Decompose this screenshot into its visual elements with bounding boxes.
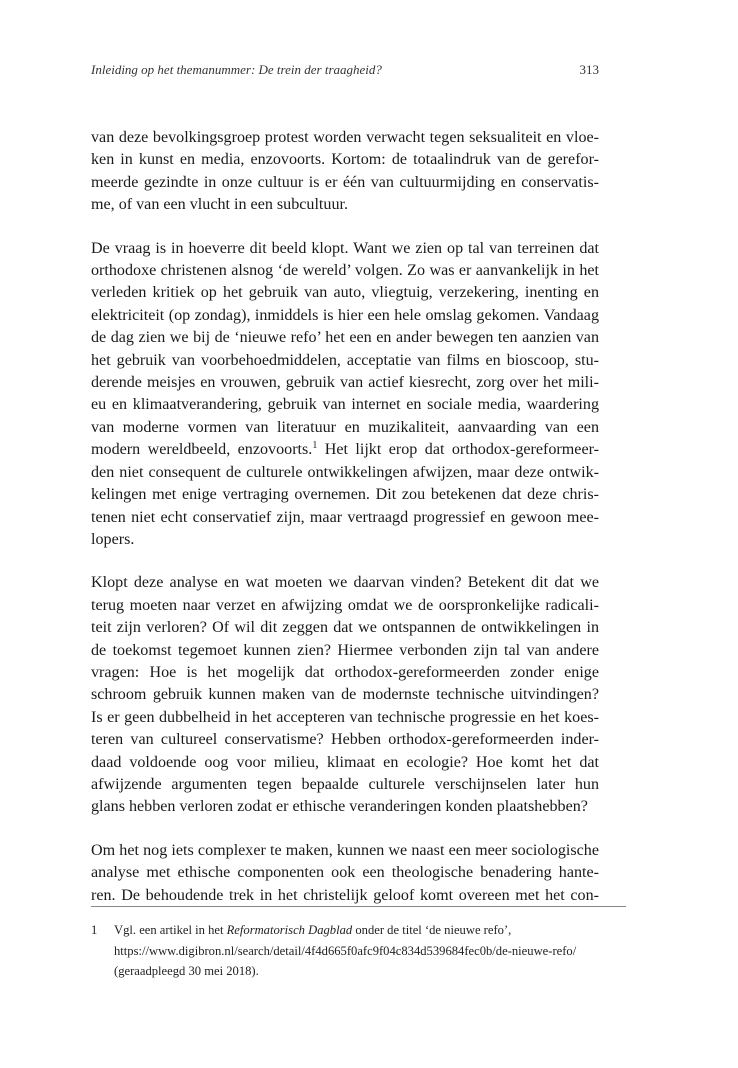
paragraph-4 — [91, 840, 599, 907]
text-line: eu en klimaatverandering, gebruik van internet en sociale media, waardering — [91, 396, 599, 414]
text-line: teit zijn verloren? Of wil dit zeggen dat we ontspannen de ontwikkelingen in — [91, 619, 599, 637]
text-line: de dag zien we bij de ‘nieuwe refo’ het een en ander bewegen ten aanzien van — [91, 329, 599, 347]
footnote-divider — [91, 906, 626, 907]
text-line: Om het nog iets complexer te maken, kunnen we naast een meer sociologische — [91, 841, 599, 859]
text-line: Is er geen dubbelheid in het accepteren van technische progressie en het koes- — [91, 708, 599, 726]
text-line: van moderne vormen van literatuur en muzikaliteit, aanvaarding van een — [91, 418, 599, 436]
text-segment: Het lijkt erop dat orthodox-gereformeer- — [317, 441, 599, 459]
footnote-number: 1 — [91, 923, 98, 937]
text-line: van deze bevolkingsgroep protest worden verwacht tegen seksualiteit en vloe- — [91, 129, 599, 146]
text-line: derende meisjes en vrouwen, gebruik van actief kiesrecht, zorg over het mili- — [91, 374, 599, 392]
text-line: schroom gebruik kunnen maken van de modernste technische uitvindingen? — [91, 686, 599, 704]
text-line: terug moeten naar verzet en afwijzing omdat we de oorspronkelijke radicali- — [91, 596, 599, 614]
text-line: verleden kritiek op het gebruik van auto, vliegtuig, verzekering, inenting en — [91, 284, 599, 302]
text-line: analyse met ethische componenten ook een theologische benadering hante- — [91, 864, 599, 882]
footnote — [91, 920, 626, 982]
footnote-url[interactable]: https://www.digibron.nl/search/detail/4f4d665f0afc9f04c834d539684fec0b/de-nieuwe-refo/ — [114, 943, 577, 958]
paragraph-1 — [91, 127, 599, 217]
text-line: elektriciteit (op zondag), inmiddels is hier een hele omslag gekomen. Vandaag — [91, 306, 599, 324]
footnote-text: Vgl. een artikel in het — [114, 923, 227, 937]
text-line: glans hebben verloren zodat er ethische veranderingen konden plaatshebben? — [91, 798, 588, 816]
footnote-body — [114, 920, 626, 982]
text-line: lopers. — [91, 530, 135, 548]
page-number: 313 — [579, 62, 599, 77]
text-line: de toekomst tegemoet kunnen zien? Hiermee verbonden zijn tal van andere — [91, 641, 599, 659]
footnote-reference[interactable]: 1 — [312, 440, 318, 452]
paragraph-2 — [91, 238, 599, 552]
running-title: Inleiding op het themanummer: De trein der traagheid? — [91, 62, 382, 77]
text-line: De vraag is in hoeverre dit beeld klopt. Want we zien op tal van terreinen dat — [91, 239, 599, 257]
running-header — [91, 62, 599, 78]
text-line: ken in kunst en media, enzovoorts. Kortom: de totaalindruk van de gerefor- — [91, 151, 599, 169]
text-line: teren van cultureel conservatisme? Hebben orthodox-gereformeerden inder- — [91, 731, 599, 749]
text-line-with-footnote — [91, 439, 599, 461]
text-line: vragen: Hoe is het mogelijk dat orthodox-gereformeerden zonder enige — [91, 663, 599, 681]
footnote-line — [114, 920, 626, 941]
body-text — [91, 127, 599, 928]
text-segment: modern wereldbeeld, enzovoorts. — [91, 441, 313, 459]
paragraph-3 — [91, 572, 599, 818]
text-line: orthodoxe christenen alsnog ‘de wereld’ volgen. Zo was er aanvankelijk in het — [91, 262, 599, 280]
text-line: me, of van een vlucht in een subcultuur. — [91, 196, 348, 214]
footnote-line: (geraadpleegd 30 mei 2018). — [114, 964, 259, 978]
text-line: den niet consequent de culturele ontwikkelingen afwijzen, maar deze ontwik- — [91, 463, 599, 481]
text-line: ren. De behoudende trek in het christelijk geloof komt overeen met het con- — [91, 886, 599, 904]
text-line: daad voldoende oog voor milieu, klimaat en ecologie? Hoe komt het dat — [91, 753, 599, 771]
text-line: het gebruik van voorbehoedmiddelen, acceptatie van films en bioscoop, stu- — [91, 351, 599, 369]
text-line: kelingen met enige vertraging overnemen. Dit zou betekenen dat deze chris- — [91, 486, 599, 504]
text-line: afwijzende argumenten tegen bepaalde culturele verschijnselen later hun — [91, 775, 599, 793]
newspaper-title: Reformatorisch Dagblad — [226, 923, 353, 937]
footnote-text: onder de titel ‘de nieuwe refo’, — [352, 923, 512, 937]
text-line: Klopt deze analyse en wat moeten we daarvan vinden? Betekent dit dat we — [91, 574, 599, 592]
text-line: meerde gezindte in onze cultuur is er één van cultuurmijding en conservatis- — [91, 173, 599, 191]
text-line: tenen niet echt conservatief zijn, maar vertraagd progressief en gewoon mee- — [91, 508, 599, 526]
